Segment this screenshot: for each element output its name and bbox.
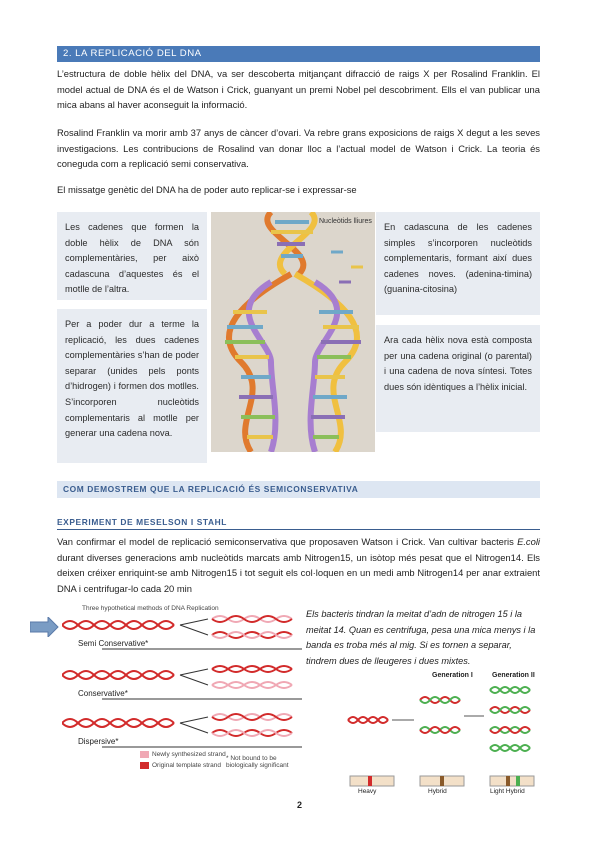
page-number: 2 [296, 800, 302, 810]
paragraph-message: El missatge genètic del DNA ha de poder auto replicar-se i expressar-se [57, 184, 357, 195]
tube-label-hybrid: Hybrid [428, 788, 447, 795]
legend-label-original: Original template strand [152, 762, 222, 769]
experiment-text-b: durant diverses generacions amb nucleòtids marcats amb Nitrogen15, un isòtop més pesat que el Nitrogen14. Els deixen créixer enriquint-se amb Nitrogen15 i tot seguit els col·loquen en un medi amb Nitrogen14 per anar extraient DNA i centrifugar-lo cada 20 min [57, 551, 540, 594]
info-box-text: Per a poder dur a terme la replicació, les dues cadenes complementàries s’han de poder separar (unides pels ponts d’hidrogen) i formen dos motlles. S’incorporen nucleòtids complementaris al motlle per generar una cadena nova. [65, 319, 199, 439]
model-label-conservative: Conservative* [78, 689, 128, 698]
strands-drawing [62, 613, 302, 753]
diagram-note: * Not bound to be biologically significant [226, 755, 289, 769]
section-title: 2. LA REPLICACIÓ DEL DNA [63, 48, 202, 59]
info-box-text: En cadascuna de les cadenes simples s’incorporen nucleòtids complementaris, formant així dues cadenes noves. (adenina-timina) (guanina-citosina) [384, 222, 532, 295]
info-box-new-strands [376, 212, 540, 315]
experiment-heading: EXPERIMENT DE MESELSON I STAHL [57, 516, 540, 530]
diagram-title: Three hypothetical methods of DNA Replication [82, 605, 219, 612]
generation-header-2: Generation II [492, 672, 535, 679]
photo-label: Nucleòtids lliures [319, 218, 372, 225]
generations-drawing [340, 680, 560, 800]
section-title: COM DEMOSTREM QUE LA REPLICACIÓ ÉS SEMICONSERVATIVA [63, 484, 359, 494]
legend-swatch-original [140, 762, 149, 769]
paragraph-franklin: Rosalind Franklin va morir amb 37 anys de càncer d’ovari. Va rebre grans exposicions de raigs X degut a les seves investigacions. Les contribucions de Rosalind van donar lloc a l’actual model de Watson i Crick. La teoria és coneguda com a replicació semi conservativa. [57, 127, 540, 170]
replication-models-diagram [30, 605, 302, 780]
arrow-right-icon [30, 617, 60, 637]
legend-label-new: Newly synthesized strand [152, 751, 226, 758]
generations-diagram [340, 668, 560, 798]
dna-replication-drawing [211, 212, 375, 452]
paragraph-intro: L’estructura de doble hèlix del DNA, va ser descoberta mitjançant difracció de raigs X per Rosalind Franklin. El model actual de DNA és el de Watson i Crick, guanyant un premi Nobel pel descobriment. Ells el van publicar una mica abans al haver aconseguit la informació. [57, 68, 540, 111]
model-label-dispersive: Dispersive* [78, 737, 119, 746]
info-box-complementary [57, 212, 207, 300]
info-box-separation [57, 309, 207, 463]
section-header [57, 46, 540, 62]
tube-label-light-hybrid: Light Hybrid [490, 788, 525, 795]
info-box-new-helix [376, 325, 540, 432]
info-box-text: Les cadenes que formen la doble hèlix de DNA són complementàries, per això cadascuna d’aquestes és el motlle de l’altra. [65, 222, 199, 295]
dna-replication-image [211, 212, 375, 452]
experiment-paragraph [57, 534, 540, 596]
experiment-text-a: Van confirmar el model de replicació semiconservativa que proposaven Watson i Crick. Van cultivar bacteris [57, 536, 518, 547]
section-header-semiconservative [57, 481, 540, 498]
legend-swatch-new [140, 751, 149, 758]
info-box-text: Ara cada hèlix nova està composta per una cadena original (o parental) i una cadena de nova síntesi. Totes dues són idèntiques a l’hèlix inicial. [384, 335, 532, 392]
experiment-text-italic: E.coli [517, 536, 540, 547]
model-label-semiconservative: Semi Conservative* [78, 639, 149, 648]
experiment-caption: Els bacteris tindran la meitat d’adn de nitrogen 15 i la meitat 14. Quan es centrifuga, pesa una mica menys i la banda es troba més al mig. Si es tornen a separar, tindrem dues de lleugeres i dues mixtes. [306, 609, 536, 666]
generation-header-1: Generation I [432, 672, 473, 679]
tube-label-heavy: Heavy [358, 788, 377, 795]
